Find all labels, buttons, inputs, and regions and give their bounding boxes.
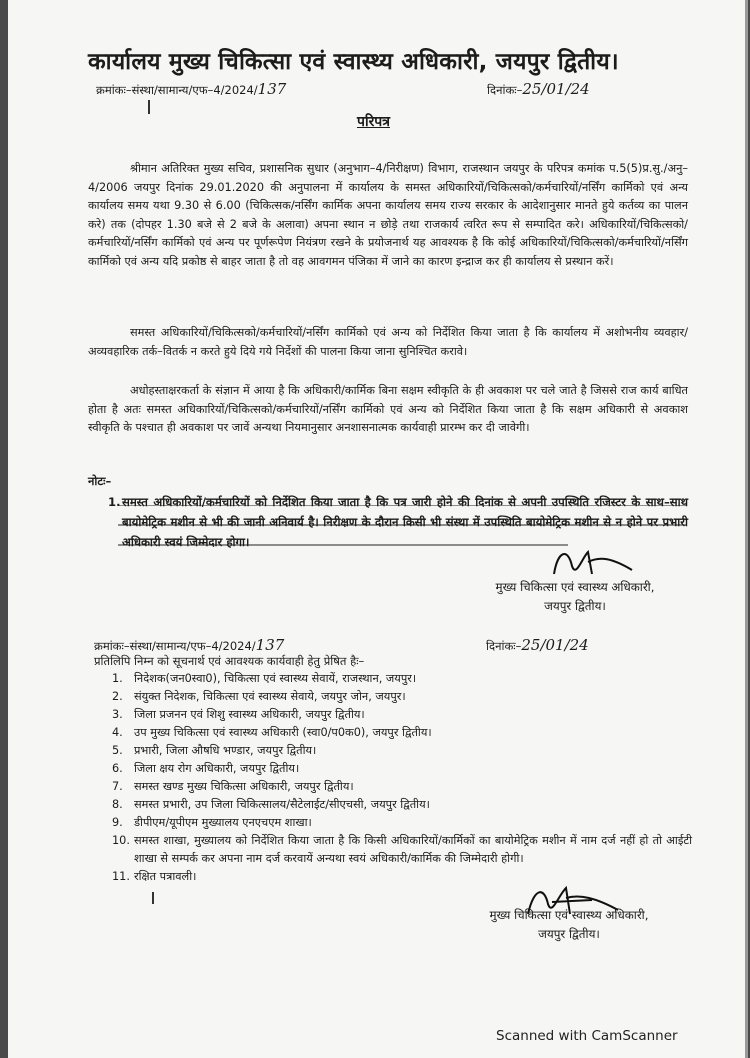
copy-reference-label: क्रमांकः–संस्था/सामान्य/एफ–4/2024/ <box>94 639 256 653</box>
list-item: 3. जिला प्रजनन एवं शिशु स्वास्थ्य अधिकारी, जयपुर द्वितीय। <box>112 708 365 721</box>
note-item-text: समस्त अधिकारियों/कर्मचारियों को निर्देशित किया जाता है कि पत्र जारी होने की दिनांक से अपनी उपस्थिति रजिस्टर के साथ–साथ बायोमेट्रिक मशीन से भी की जानी अनिवार्य है। निरीक्षण के दौरान किसी भी संस्था में उपस्थिति बायोमेट्रिक मशीन से न होने पर प्रभारी अधिकारी स्वयं जिम्मेदार होगा। <box>122 495 688 549</box>
paragraph-3: अधोहस्ताक्षरकर्ता के संज्ञान में आया है कि अधिकारी/कार्मिक बिना सक्षम स्वीकृति के ही अवकाश पर चले जाते है जिससे राज कार्य बाधित होता है अतः समस्त अधिकारियों/चिकित्सको/कर्मचारियों/नर्सिंग कार्मिको एवं अन्य को निर्देशित किया जाता है कि सक्षम अधिकारी से अवकाश स्वीकृति के पश्चात ही अवकाश पर जावें अन्यथा नियमानुसार अनशासनात्मक कार्यवाही प्रारम्भ कर दी जावेगी। <box>88 384 688 434</box>
copy-date-label: दिनांकः– <box>486 639 522 653</box>
copy-date-handwritten-value: 25/01/24 <box>521 636 589 654</box>
copy-reference-handwritten-number: 137 <box>255 636 285 654</box>
list-item: 10. समस्त शाखा, मुख्यालय को निर्देशित किया जाता है कि किसी अधिकारियों/कार्मिकों का बायोमेट्रिक मशीन में नाम दर्ज नहीं हो तो आईटी शाखा से सम्पर्क कर अपना नाम दर्ज करवायें अन्यथा स्वयं अधिकारी/कार्मिक की जिम्मेदारी होगी। <box>112 834 692 865</box>
list-item: 8. समस्त प्रभारी, उप जिला चिकित्सालय/सैटेलाईट/सीएचसी, जयपुर द्वितीय। <box>112 798 430 811</box>
reference-label: क्रमांकः–संस्था/सामान्य/एफ–4/2024/ <box>96 83 258 97</box>
list-item: 1. निदेशक(जन0स्वा0), चिकित्सा एवं स्वास्थ्य सेवायें, राजस्थान, जयपुर। <box>112 672 417 685</box>
list-item: 6. जिला क्षय रोग अधिकारी, जयपुर द्वितीय। <box>112 762 300 775</box>
office-title: कार्यालय मुख्य चिकित्सा एवं स्वास्थ्य अधिकारी, जयपुर द्वितीय। <box>88 49 619 75</box>
ink-mark <box>152 892 154 904</box>
circular-heading: परिपत्र <box>357 114 390 130</box>
signature-2-designation: मुख्य चिकित्सा एवं स्वास्थ्य अधिकारी, <box>489 908 649 922</box>
reference-number <box>96 80 286 98</box>
list-item: 9. डीपीएम/यूपीएम मुख्यालय एनएचएम शाखा। <box>112 816 312 829</box>
paragraph-2: समस्त अधिकारियों/चिकित्सको/कर्मचारियों/नर्सिंग कार्मिको एवं अन्य को निर्देशित किया जाता है कि कार्यालय में अशोभनीय व्यवहार/अव्यवहारिक तर्क–वितर्क न करते हुये दिये गये निर्देशों की पालना किया जाना सुनिश्चित करावे। <box>88 326 688 358</box>
signature-1-location: जयपुर द्वितीय। <box>544 599 606 613</box>
scanner-watermark: Scanned with CamScanner <box>496 1028 678 1044</box>
date-label: दिनांकः– <box>487 83 523 97</box>
signature-block-2 <box>464 906 674 944</box>
copy-reference-number <box>94 636 284 654</box>
reference-date <box>487 80 590 98</box>
date-handwritten-value: 25/01/24 <box>522 80 590 98</box>
ink-mark <box>148 100 150 114</box>
note-item-number: 1. <box>108 495 121 509</box>
signature-mark-1 <box>548 544 638 582</box>
list-item: 7. समस्त खण्ड मुख्य चिकित्सा अधिकारी, जयपुर द्वितीय। <box>112 780 354 793</box>
list-item: 5. प्रभारी, जिला औषधि भण्डार, जयपुर द्वितीय। <box>112 744 317 757</box>
reference-handwritten-number: 137 <box>257 80 287 98</box>
signature-1-designation: मुख्य चिकित्सा एवं स्वास्थ्य अधिकारी, <box>495 580 655 594</box>
note-label: नोटः– <box>88 474 112 488</box>
list-item: 4. उप मुख्य चिकित्सा एवं स्वास्थ्य अधिकारी (स्वा0/प0क0), जयपुर द्वितीय। <box>112 726 432 739</box>
paragraph-1: श्रीमान अतिरिक्त मुख्य सचिव, प्रशासनिक सुधार (अनुभाग–4/निरीक्षण) विभाग, राजस्थान जयपुर के परिपत्र कमांक प.5(5)प्र.सु./अनु–4/2006 जयपुर दिनांक 29.01.2020 की अनुपालना में कार्यालय के समस्त अधिकारियों/चिकित्सको/कर्मचारियों/नर्सिंग कार्मिको एवं अन्य कार्यालय समय यथा 9.30 से 6.00 (चिकित्सक/नर्सिंग कार्मिक अपना कार्यालय समय राज्य सरकार के आदेशानुसार मानते हुये कर्तव्य का पालन करे) तक (दोपहर 1.30 बजे से 2 बजे के अलावा) अपना स्थान न छोड़े तथा राजकार्य त्वरित रूप से सम्पादित करे। अधिकारियों/चिकित्सको/कर्मचारियों/नर्सिंग कार्मिको एवं अन्य पर पूर्णरूपेण नियंत्रण रखने के प्रयोजनार्थ यह आवश्यक है कि कोई अधिकारियों/चिकित्सको/कर्मचारियों/नर्सिंग कार्मिको एवं अन्य यदि प्रकोष्ठ से बाहर जाता है तो वह आवगमन पंजिका में जाने का कारण इन्द्राज कर ही कार्यालय से प्रस्थान करें। <box>88 162 688 268</box>
page-edge <box>745 0 748 1058</box>
list-item: 11. रक्षित पत्रावली। <box>112 870 197 883</box>
list-item: 2. संयुक्त निदेशक, चिकित्सा एवं स्वास्थ्य सेवाये, जयपुर जोन, जयपुर। <box>112 690 406 703</box>
copy-reference-date <box>486 636 589 654</box>
signature-block-1 <box>470 578 680 616</box>
copy-recipient-list <box>112 670 692 886</box>
signature-2-location: जयपुर द्वितीय। <box>538 927 600 941</box>
copy-intro: प्रतिलिपि निम्न को सूचनार्थ एवं आवश्यक कार्यवाही हेतु प्रेषित हैः– <box>94 654 365 668</box>
document-page <box>8 0 748 1058</box>
